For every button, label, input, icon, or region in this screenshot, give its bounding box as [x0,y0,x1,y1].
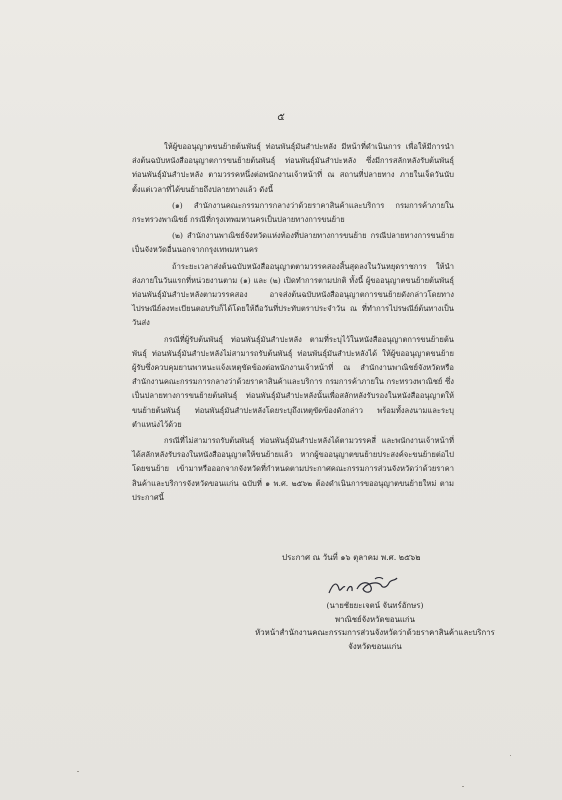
scan-speck [462,786,464,787]
signatory-role: หัวหน้าสำนักงานคณะกรรมการส่วนจังหวัดว่าด้วยราคาสินค้าและบริการ [255,628,495,637]
signatory-title: พาณิชย์จังหวัดขอนแก่น [335,614,415,624]
paragraph-item-1: (๑) สำนักงานคณะกรรมการกลางว่าด้วยราคาสินค้าและบริการ กรมการค้าภายใน กระทรวงพาณิชย์ กรณีที่กรุงเทพมหานครเป็นปลายทางการขนย้าย [132,200,454,225]
announcement-date-text: ประกาศ ณ วันที่ ๑๖ ตุลาคม พ.ศ. ๒๕๖๒ [282,553,421,562]
scan-speck [510,755,511,756]
announcement-body [132,140,454,505]
handwritten-signature [325,575,405,599]
page-number: ๕ [277,112,285,123]
paragraph-obligation: ให้ผู้ขออนุญาตขนย้ายต้นพันธุ์ ท่อนพันธุ์มันสำปะหลัง มีหน้าที่ดำเนินการ เพื่อให้มีการนำส่งต้นฉบับหนังสืออนุญาตการขนย้ายต้นพันธุ์ ท่อนพันธุ์มันสำปะหลัง ซึ่งมีการสลักหลังรับต้นพันธุ์ ท่อนพันธุ์มันสำปะหลัง ตามวรรคหนึ่งต่อพนักงานเจ้าหน้าที่ ณ สถานที่ปลายทาง ภายในเจ็ดวันนับตั้งแต่เวลาที่ได้ขนย้ายถึงปลายทางแล้ว ดังนี้ [132,142,454,194]
paragraph-reapply: กรณีที่ไม่สามารถรับต้นพันธุ์ ท่อนพันธุ์มันสำปะหลังได้ตามวรรคสี่ และพนักงานเจ้าหน้าที่ได้สลักหลังรับรองในหนังสืออนุญาตให้ขนย้ายแล้ว หากผู้ขออนุญาตขนย้ายประสงค์จะขนย้ายต่อไปโดยขนย้าย เข้ามาหรือออกจากจังหวัดที่กำหนดตามประกาศคณะกรรมการส่วนจังหวัดว่าด้วยราคาสินค้าและบริการจังหวัดขอนแก่น ฉบับที่ ๑ พ.ศ. ๒๕๖๒ ต้องดำเนินการขออนุญาตขนย้ายใหม่ ตามประกาศนี้ [132,436,454,502]
paragraph-receiver-unable: กรณีที่ผู้รับต้นพันธุ์ ท่อนพันธุ์มันสำปะหลัง ตามที่ระบุไว้ในหนังสืออนุญาตการขนย้ายต้นพันธุ์ ท่อนพันธุ์มันสำปะหลังไม่สามารถรับต้นพันธุ์ ท่อนพันธุ์มันสำปะหลังได้ ให้ผู้ขออนุญาตขนย้าย ผู้รับซึ่งควบคุมยานพาหนะแจ้งเหตุขัดข้องต่อพนักงานเจ้าหน้าที่ ณ สำนักงานพาณิชย์จังหวัดหรือสำนักงานคณะกรรมการกลางว่าด้วยราคาสินค้าและบริการ กรมการค้าภายใน กระทรวงพาณิชย์ ซึ่งเป็นปลายทางการขนย้ายต้นพันธุ์ ท่อนพันธุ์มันสำปะหลังนั้นเพื่อสลักหลังรับรองในหนังสืออนุญาตให้ขนย้ายต้นพันธุ์ ท่อนพันธุ์มันสำปะหลังโดยระบุถึงเหตุขัดข้องดังกล่าว พร้อมทั้งลงนามและระบุตำแหน่งไว้ด้วย [132,334,454,429]
paragraph-holiday: ถ้าระยะเวลาส่งต้นฉบับหนังสืออนุญาตตามวรรคสองสิ้นสุดลงในวันหยุดราชการ ให้นำส่งภายในวันแรกที่หน่วยงานตาม (๑) และ (๒) เปิดทำการตามปกติ ทั้งนี้ ผู้ขออนุญาตขนย้ายต้นพันธุ์ ท่อนพันธุ์มันสำปะหลังตามวรรคสอง อาจส่งต้นฉบับหนังสืออนุญาตการขนย้ายดังกล่าวโดยทางไปรษณีย์ลงทะเบียนตอบรับก็ได้โดยให้ถือวันที่ประทับตราประจำวัน ณ ที่ทำการไปรษณีย์ต้นทางเป็นวันส่ง [132,261,454,328]
paragraph-item-2: (๒) สำนักงานพาณิชย์จังหวัดแห่งท้องที่ปลายทางการขนย้าย กรณีปลายทางการขนย้ายเป็นจังหวัดอื่นนอกจากกรุงเทพมหานคร [132,231,454,255]
signatory-name: (นายชัยยะเจตน์ จันทร์อักษร) [326,601,424,610]
signatory-province: จังหวัดขอนแก่น [348,641,402,651]
signature-block [250,599,500,653]
scan-speck [77,771,79,772]
